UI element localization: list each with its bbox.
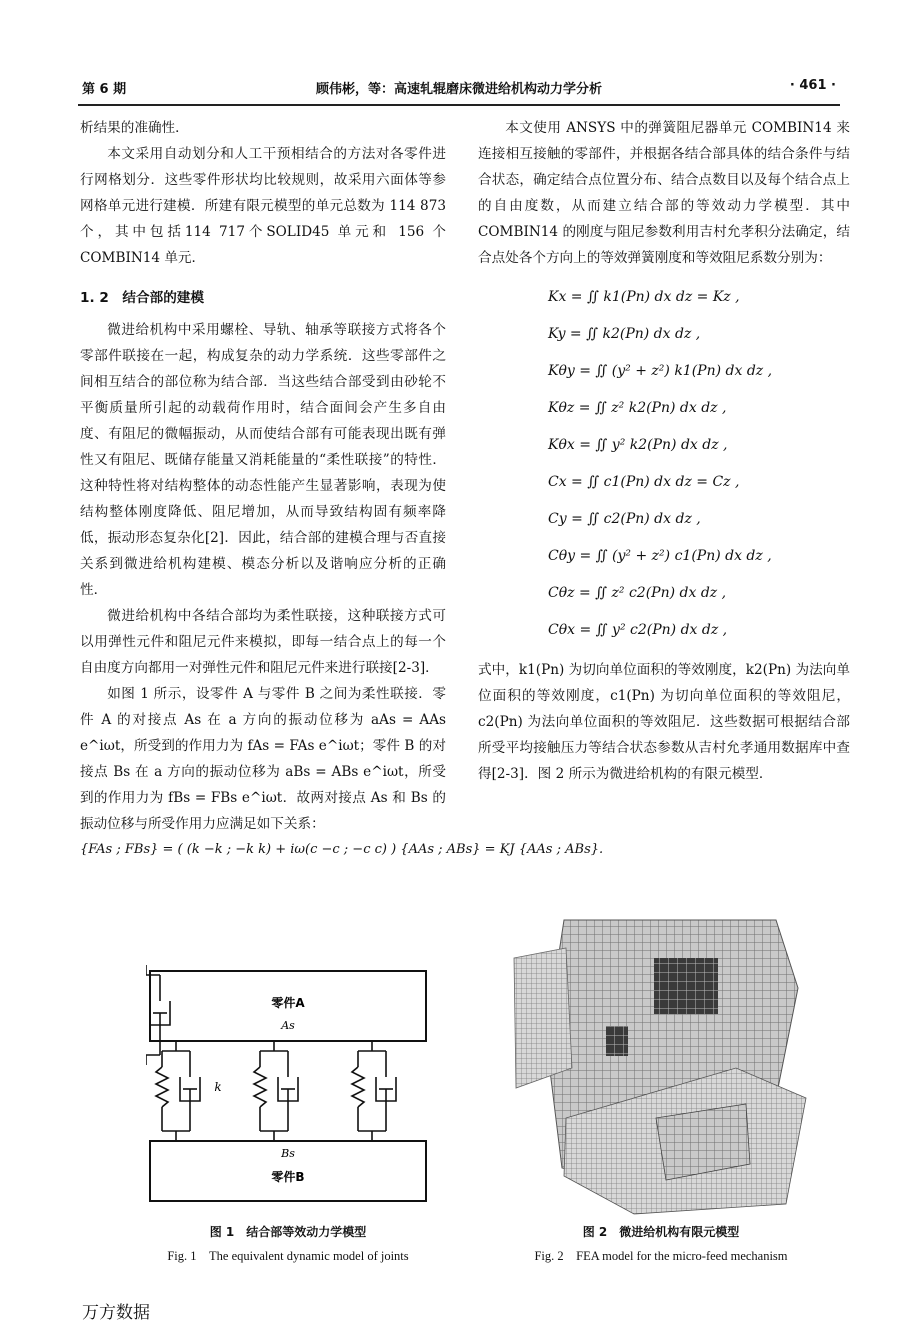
part-a-label: 零件A	[271, 996, 305, 1010]
stiffness-label: k	[214, 1080, 222, 1094]
equation: Cθy = ∬ (y² + z²) c1(Pn) dx dz ,	[548, 548, 772, 564]
figure-2-caption	[486, 1223, 836, 1264]
figure-1-caption	[120, 1223, 456, 1264]
equation-list	[548, 279, 850, 649]
paragraph: 微进给机构中采用螺栓、导轨、轴承等联接方式将各个零部件联接在一起，构成复杂的动力学系统．这些零部件之间相互结合的部位称为结合部．当这些结合部受到由砂轮不平衡质量所引起的动载荷作用时，结合面间会产生多自由度、有阻尼的微幅振动，从而使结合部有可能表现出既有弹性又有阻尼、既储存能量又消耗能量的“柔性联接”的特性．这种特性将对结构整体的动态性能产生显著影响，表现为使结构整体刚度降低、阻尼增加，从而导致结构固有频率降低，振动形态复杂化[2]．因此，结合部的建模合理与否直接关系到微进给机构建模、模态分析以及谐响应分析的正确性．	[80, 322, 446, 598]
equation: Cθx = ∬ y² c2(Pn) dx dz ,	[548, 622, 728, 638]
caption-en: Fig. 1 The equivalent dynamic model of joints	[167, 1249, 409, 1263]
issue-number: 第 6 期	[82, 82, 127, 97]
node-as-label: As	[281, 1019, 295, 1032]
fea-model-figure	[506, 918, 816, 1218]
left-column	[80, 115, 604, 863]
equation: Ky = ∬ k2(Pn) dx dz ,	[548, 326, 701, 342]
page-number: · 461 ·	[789, 78, 836, 93]
equation: Kx = ∬ k1(Pn) dx dz = Kz ,	[548, 289, 740, 305]
paragraph: 本文使用 ANSYS 中的弹簧阻尼器单元 COMBIN14 来连接相互接触的零部件，并根据各结合部具体的结合条件与结合状态，确定结合点位置分布、结合点数目以及每个结合点上的自由度数，从而建立结合部的等效动力学模型．其中 COMBIN14 的刚度与阻尼参数利用吉村允孝积分法确定，结合点处各个方向上的等效弹簧刚度和等效阻尼系数分别为：	[478, 120, 850, 266]
dark-block-mesh	[654, 958, 718, 1014]
caption-en: Fig. 2 FEA model for the micro-feed mechanism	[534, 1249, 788, 1263]
caption-zh: 图 1 结合部等效动力学模型	[209, 1225, 367, 1239]
section-heading: 1. 2 结合部的建模	[80, 290, 204, 306]
joint-model-figure	[146, 965, 430, 1210]
paragraph: 本文采用自动划分和人工干预相结合的方法对各零件进行网格划分．这些零件形状均比较规则，故采用六面体等参网格单元进行建模．所建有限元模型的单元总数为 114 873 个，其中包括114 717个SOLID45 单元和 156 个 COMBIN14 单元．	[80, 146, 446, 266]
side-block-mesh	[514, 948, 572, 1088]
right-column	[478, 115, 850, 787]
part-b-label: 零件B	[271, 1170, 305, 1184]
paragraph: 微进给机构中各结合部均为柔性联接，这种联接方式可以用弹性元件和阻尼元件来模拟，即每一结合点上的每一个自由度方向都用一对弹性元件和阻尼元件来进行联接[2-3]．	[80, 608, 446, 676]
matrix-equation: {FAs ; FBs} = ( (k −k ; −k k) + iω(c −c ; −c c) ) {AAs ; ABs} = KJ {AAs ; ABs}.	[80, 842, 604, 857]
equation: Kθy = ∬ (y² + z²) k1(Pn) dx dz ,	[548, 363, 773, 379]
caption-zh: 图 2 微进给机构有限元模型	[582, 1225, 740, 1239]
equation: Kθx = ∬ y² k2(Pn) dx dz ,	[548, 437, 728, 453]
running-title: 顾伟彬，等：高速轧辊磨床微进给机构动力学分析	[315, 82, 602, 97]
page-header	[78, 74, 840, 106]
node-bs-label: Bs	[281, 1147, 295, 1160]
dark-block-mesh	[606, 1026, 628, 1056]
paragraph: 式中，k1(Pn) 为切向单位面积的等效刚度，k2(Pn) 为法向单位面积的等效刚度，c1(Pn) 为切向单位面积的等效阻尼，c2(Pn) 为法向单位面积的等效阻尼．这些数据可根据结合部所受平均接触压力等结合状态参数从吉村允孝通用数据库中查得[2-3]．图 2 所示为微进给机构的有限元模型．	[478, 662, 850, 782]
paragraph: 析结果的准确性．	[80, 120, 189, 136]
equation: Cx = ∬ c1(Pn) dx dz = Cz ,	[548, 474, 740, 490]
equation: Cy = ∬ c2(Pn) dx dz ,	[548, 511, 701, 527]
footer-watermark: 万方数据	[82, 1303, 150, 1323]
paragraph: 如图 1 所示，设零件 A 与零件 B 之间为柔性联接．零件 A 的对接点 As 在 a 方向的振动位移为 aAs = AAs e^iωt，所受到的作用力为 fAs = FAs e^iωt；零件 B 的对接点 Bs 在 a 方向的振动位移为 aBs = ABs e^iωt，所受到的作用力为 fBs = FBs e^iωt．故两对接点 As 和 Bs 的振动位移与所受作用力应满足如下关系：	[80, 686, 446, 832]
equation: Kθz = ∬ z² k2(Pn) dx dz ,	[548, 400, 727, 416]
equation: Cθz = ∬ z² c2(Pn) dx dz ,	[548, 585, 727, 601]
